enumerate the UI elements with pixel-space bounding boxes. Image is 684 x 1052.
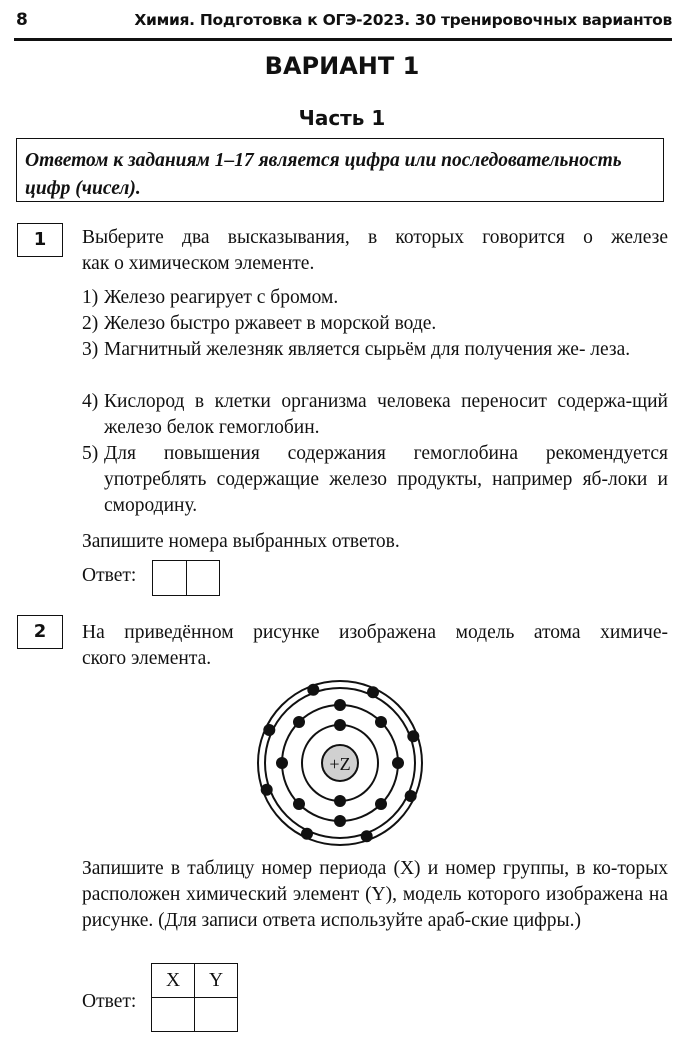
question-1-option-2 xyxy=(82,311,668,337)
question-2-task: Запишите в таблицу номер периода (X) и номер группы, в ко-торых расположен химический элемент (Y), модель которого изображена на рисунке. (Для записи ответа используйте араб-ские цифры.) xyxy=(82,858,668,931)
question-2-prompt-line-2: ского элемента. xyxy=(82,648,212,669)
nucleus-label: +Z xyxy=(329,754,351,774)
question-1-answer-cells[interactable] xyxy=(152,560,220,596)
question-1-prompt-line-2: как о химическом элементе. xyxy=(82,253,315,274)
electron xyxy=(276,757,288,769)
option-number: 3) xyxy=(82,339,99,360)
answer-cell-y[interactable] xyxy=(195,998,238,1032)
variant-title: ВАРИАНТ 1 xyxy=(264,52,420,80)
question-2-answer-label: Ответ: xyxy=(82,991,137,1012)
electron xyxy=(334,795,346,807)
option-number: 2) xyxy=(82,313,99,334)
answer-cell-2[interactable] xyxy=(186,561,219,595)
electron xyxy=(367,686,379,698)
electron xyxy=(293,716,305,728)
answer-cell-x[interactable] xyxy=(152,998,195,1032)
electron xyxy=(361,830,373,842)
question-number-2: 2 xyxy=(17,615,63,649)
option-number: 4) xyxy=(82,391,99,412)
question-1-prompt-line-1: Выберите два высказывания, в которых говорится о железе xyxy=(82,227,668,248)
electron xyxy=(261,784,273,796)
option-number: 1) xyxy=(82,287,99,308)
question-1-answer-label: Ответ: xyxy=(82,565,137,586)
question-1-option-5 xyxy=(82,441,668,519)
table-header-x: X xyxy=(152,964,195,998)
electron xyxy=(375,798,387,810)
electron xyxy=(407,730,419,742)
electron xyxy=(307,684,319,696)
electron xyxy=(405,790,417,802)
question-1-option-4 xyxy=(82,389,668,441)
question-1-instruction: Запишите номера выбранных ответов. xyxy=(82,531,400,552)
question-2-answer-table xyxy=(151,963,238,1032)
option-text: Магнитный железняк является сырьём для получения же- леза. xyxy=(104,339,631,360)
instruction-box xyxy=(16,138,664,202)
atom-model-diagram xyxy=(252,675,432,855)
electron xyxy=(375,716,387,728)
electron xyxy=(334,699,346,711)
electron xyxy=(334,815,346,827)
question-1-option-3 xyxy=(82,337,668,363)
question-number-1: 1 xyxy=(17,223,63,257)
option-text: Для повышения содержания гемоглобина рекомендуется употреблять содержащие железо продукты, например яб-локи и смородину. xyxy=(104,443,668,516)
instruction-line-1: Ответом к заданиям 1–17 является цифра или последовательность xyxy=(25,150,622,171)
question-2-prompt-line-1: На приведённом рисунке изображена модель атома химиче- xyxy=(82,622,668,643)
option-text: Железо реагирует с бромом. xyxy=(104,287,339,308)
table-header-y: Y xyxy=(195,964,238,998)
electron xyxy=(301,828,313,840)
instruction-line-2: цифр (чисел). xyxy=(25,178,141,199)
option-text: Кислород в клетки организма человека переносит содержа-щий железо белок гемоглобин. xyxy=(104,391,668,438)
electron xyxy=(293,798,305,810)
part-title: Часть 1 xyxy=(298,106,386,130)
electron xyxy=(263,724,275,736)
electron xyxy=(392,757,404,769)
option-number: 5) xyxy=(82,443,99,464)
page-header xyxy=(14,8,672,41)
running-title: Химия. Подготовка к ОГЭ-2023. 30 тренировочных вариантов xyxy=(134,11,672,29)
question-1-option-1 xyxy=(82,285,668,311)
option-text: Железо быстро ржавеет в морской воде. xyxy=(104,313,437,334)
answer-cell-1[interactable] xyxy=(153,561,186,595)
electron xyxy=(334,719,346,731)
page-number: 8 xyxy=(16,10,28,30)
